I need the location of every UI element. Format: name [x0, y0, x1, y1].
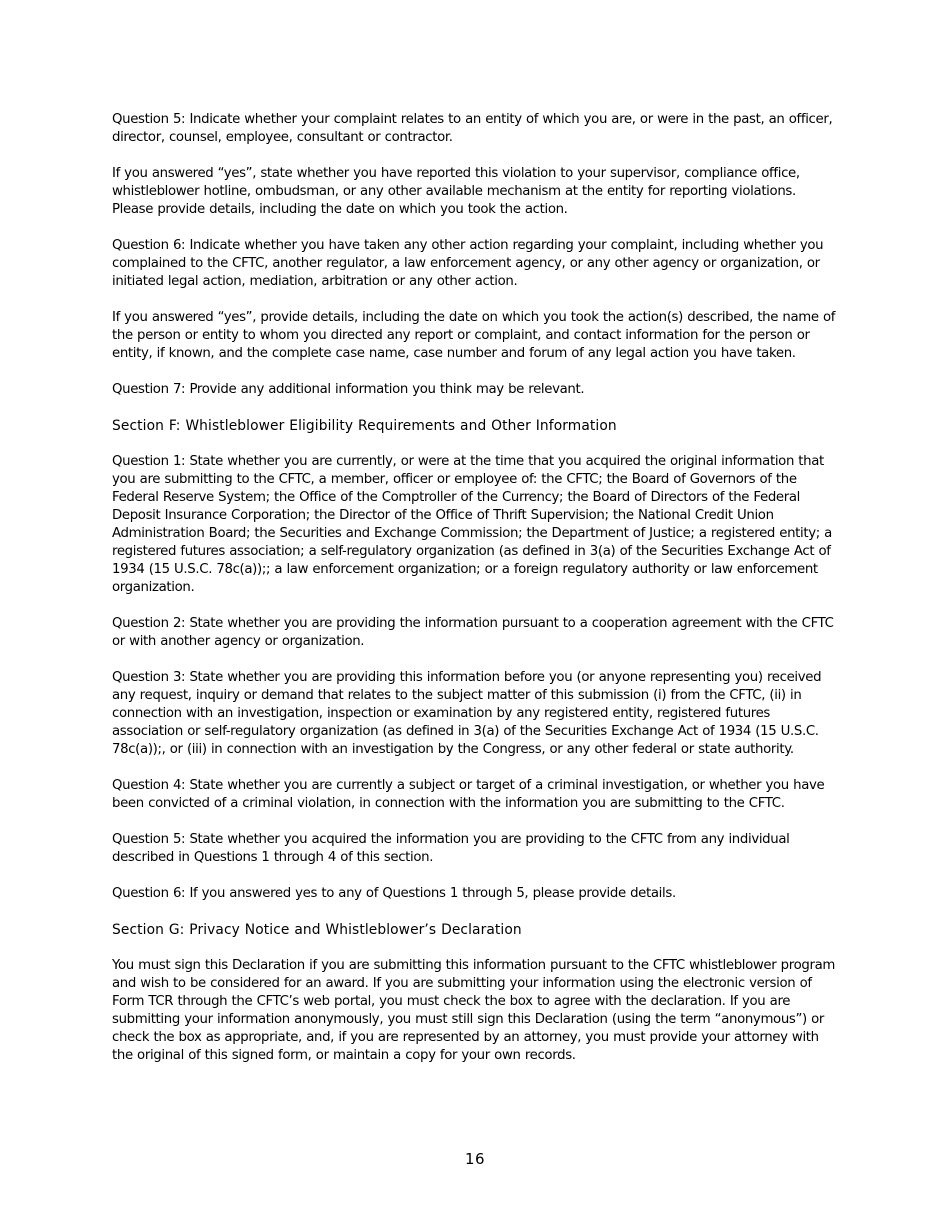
question-6-other-action: Question 6: Indicate whether you have taken any other action regarding your complaint, including whether you complained to the CFTC, another regulator, a law enforcement agency, or any other agency or organization, or initiated legal action, mediation, arbitration or any other action.	[112, 238, 824, 289]
section-f-question-1: Question 1: State whether you are currently, or were at the time that you acquired the original information that you are submitting to the CFTC, a member, officer or employee of: the CFTC; the Board of Governors of the Federal Reserve System; the Office of the Comptroller of the Currency; the Board of Directors of the Federal Deposit Insurance Corporation; the Director of the Office of Thrift Supervision; the National Credit Union Administration Board; the Securities and Exchange Commission; the Department of Justice; a registered entity; a registered futures association; a self-regulatory organization (as defined in 3(a) of the Securities Exchange Act of 1934 (15 U.S.C. 78c(a));; a law enforcement organization; or a foreign regulatory authority or law enforcement organization.	[112, 454, 832, 595]
section-f-question-6: Question 6: If you answered yes to any of Questions 1 through 5, please provide details.	[112, 886, 676, 901]
section-f-question-4: Question 4: State whether you are currently a subject or target of a criminal investigation, or whether you have been convicted of a criminal violation, in connection with the information you are submitting to the CFTC.	[112, 778, 825, 811]
section-f-question-5: Question 5: State whether you acquired the information you are providing to the CFTC from any individual described in Questions 1 through 4 of this section.	[112, 832, 790, 865]
question-7-additional-info: Question 7: Provide any additional information you think may be relevant.	[112, 382, 585, 397]
section-f-heading: Section F: Whistleblower Eligibility Requirements and Other Information	[112, 418, 617, 434]
question-5-followup: If you answered “yes”, state whether you have reported this violation to your supervisor, compliance office, whistleblower hotline, ombudsman, or any other available mechanism at the entity for reporting violations. Please provide details, including the date on which you took the action.	[112, 166, 800, 217]
declaration-paragraph: You must sign this Declaration if you are submitting this information pursuant to the CFTC whistleblower program and wish to be considered for an award. If you are submitting your information using the electronic version of Form TCR through the CFTC’s web portal, you must check the box to agree with the declaration. If you are submitting your information anonymously, you must still sign this Declaration (using the term “anonymous”) or check the box as appropriate, and, if you are represented by an attorney, you must provide your attorney with the original of this signed form, or maintain a copy for your own records.	[112, 958, 835, 1063]
page-body	[112, 111, 840, 1083]
question-6-followup: If you answered “yes”, provide details, including the date on which you took the action(s) described, the name of the person or entity to whom you directed any report or complaint, and contact information for the person or entity, if known, and the complete case name, case number and forum of any legal action you have taken.	[112, 310, 836, 361]
question-5-complaint-relation: Question 5: Indicate whether your complaint relates to an entity of which you are, or were in the past, an officer, director, counsel, employee, consultant or contractor.	[112, 112, 833, 145]
page-number: 16	[464, 1150, 486, 1168]
section-f-question-2: Question 2: State whether you are providing the information pursuant to a cooperation agreement with the CFTC or with another agency or organization.	[112, 616, 834, 649]
section-f-question-3: Question 3: State whether you are providing this information before you (or anyone representing you) received any request, inquiry or demand that relates to the subject matter of this submission (i) from the CFTC, (ii) in connection with an investigation, inspection or examination by any registered entity, registered futures association or self-regulatory organization (as defined in 3(a) of the Securities Exchange Act of 1934 (15 U.S.C. 78c(a));, or (iii) in connection with an investigation by the Congress, or any other federal or state authority.	[112, 670, 822, 757]
section-g-heading: Section G: Privacy Notice and Whistleblower’s Declaration	[112, 922, 522, 938]
